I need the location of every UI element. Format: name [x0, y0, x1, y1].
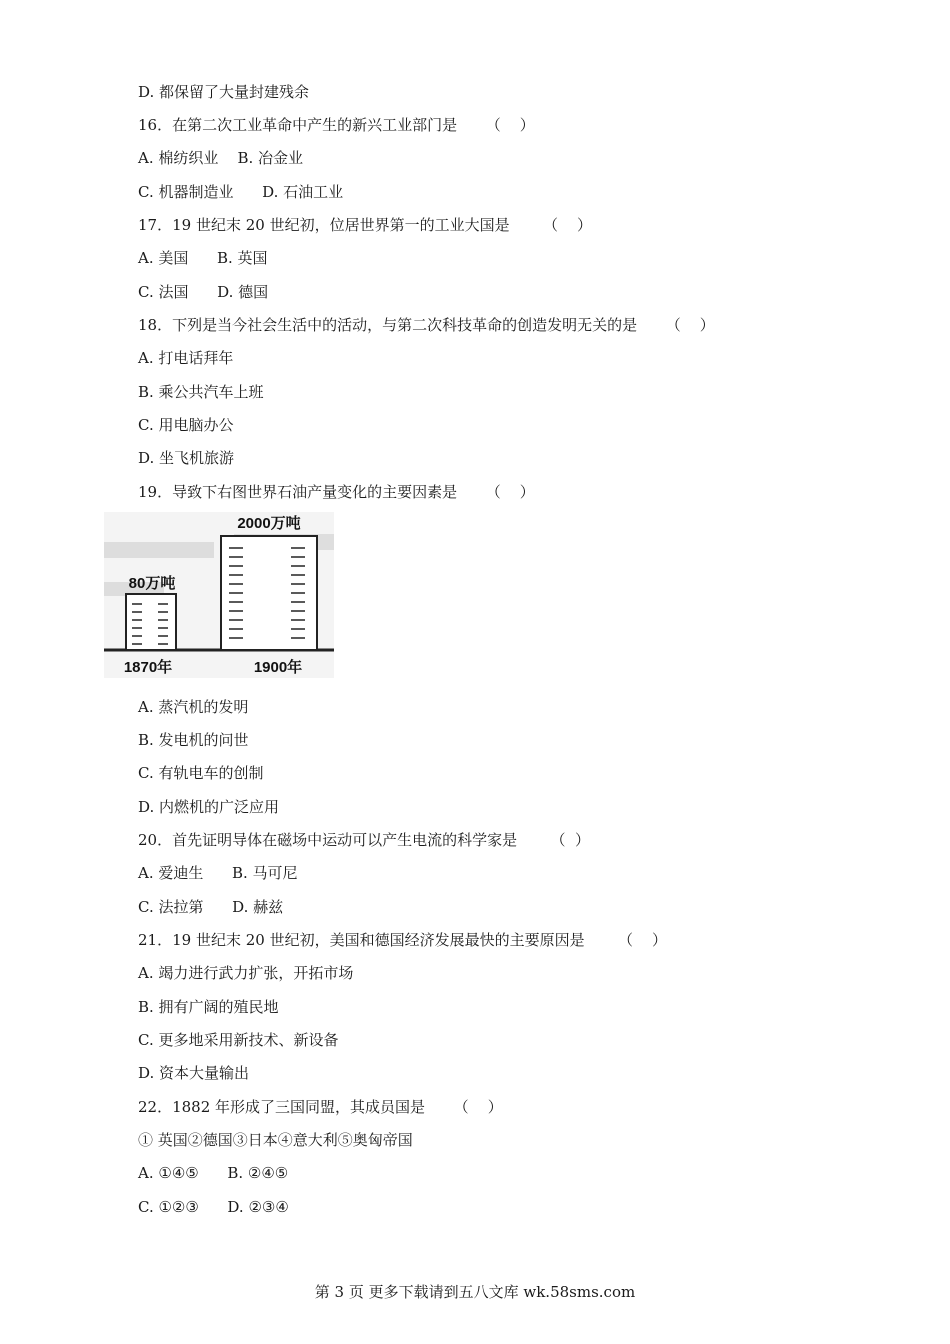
- option-21-d: D. 资本大量输出: [138, 1064, 250, 1082]
- option-19-a: A. 蒸汽机的发明: [138, 698, 249, 716]
- question-16: 16．在第二次工业革命中产生的新兴工业部门是 （ ）: [138, 116, 535, 134]
- options-20-ab: A. 爱迪生 B. 马可尼: [138, 864, 298, 882]
- oil-production-figure: [104, 512, 334, 678]
- options-16-cd: C. 机器制造业 D. 石油工业: [138, 183, 344, 201]
- question-21: 21．19 世纪末 20 世纪初，美国和德国经济发展最快的主要原因是 （ ）: [138, 931, 668, 949]
- year-1870-label: 1870年: [123, 659, 173, 676]
- bar-1870: [126, 594, 176, 650]
- options-22-ab: A. ①④⑤ B. ②④⑤: [138, 1164, 289, 1182]
- options-22-cd: C. ①②③ D. ②③④: [138, 1198, 289, 1216]
- options-17-cd: C. 法国 D. 德国: [138, 283, 269, 301]
- option-18-b: B. 乘公共汽车上班: [138, 383, 264, 401]
- question-22-items: ① 英国②德国③日本④意大利⑤奥匈帝国: [138, 1131, 413, 1149]
- question-22: 22．1882 年形成了三国同盟，其成员国是 （ ）: [138, 1098, 503, 1116]
- option-21-a: A. 竭力进行武力扩张，开拓市场: [138, 964, 354, 982]
- option-18-d: D. 坐飞机旅游: [138, 449, 235, 467]
- question-20: 20．首先证明导体在磁场中运动可以产生电流的科学家是 （ ）: [138, 831, 591, 849]
- year-1900-label: 1900年: [253, 659, 303, 676]
- option-19-c: C. 有轨电车的创制: [138, 764, 264, 782]
- options-17-ab: A. 美国 B. 英国: [138, 249, 268, 267]
- option-18-a: A. 打电话拜年: [138, 349, 234, 367]
- option-d-15: D. 都保留了大量封建残余: [138, 83, 310, 101]
- option-18-c: C. 用电脑办公: [138, 416, 234, 434]
- question-19: 19．导致下右图世界石油产量变化的主要因素是 （ ）: [138, 483, 535, 501]
- options-20-cd: C. 法拉第 D. 赫兹: [138, 898, 284, 916]
- options-16-ab: A. 棉纺织业 B. 冶金业: [138, 149, 304, 167]
- bar-1870-label: 80万吨: [128, 575, 176, 592]
- question-17: 17．19 世纪末 20 世纪初，位居世界第一的工业大国是 （ ）: [138, 216, 593, 234]
- question-18: 18．下列是当今社会生活中的活动，与第二次科技革命的创造发明无关的是 （ ）: [138, 316, 715, 334]
- option-21-b: B. 拥有广阔的殖民地: [138, 998, 279, 1016]
- option-21-c: C. 更多地采用新技术、新设备: [138, 1031, 339, 1049]
- option-19-b: B. 发电机的问世: [138, 731, 249, 749]
- option-19-d: D. 内燃机的广泛应用: [138, 798, 280, 816]
- bar-1900-label: 2000万吨: [237, 515, 301, 532]
- page-footer: 第 3 页 更多下载请到五八文库 wk.58sms.com: [314, 1283, 636, 1301]
